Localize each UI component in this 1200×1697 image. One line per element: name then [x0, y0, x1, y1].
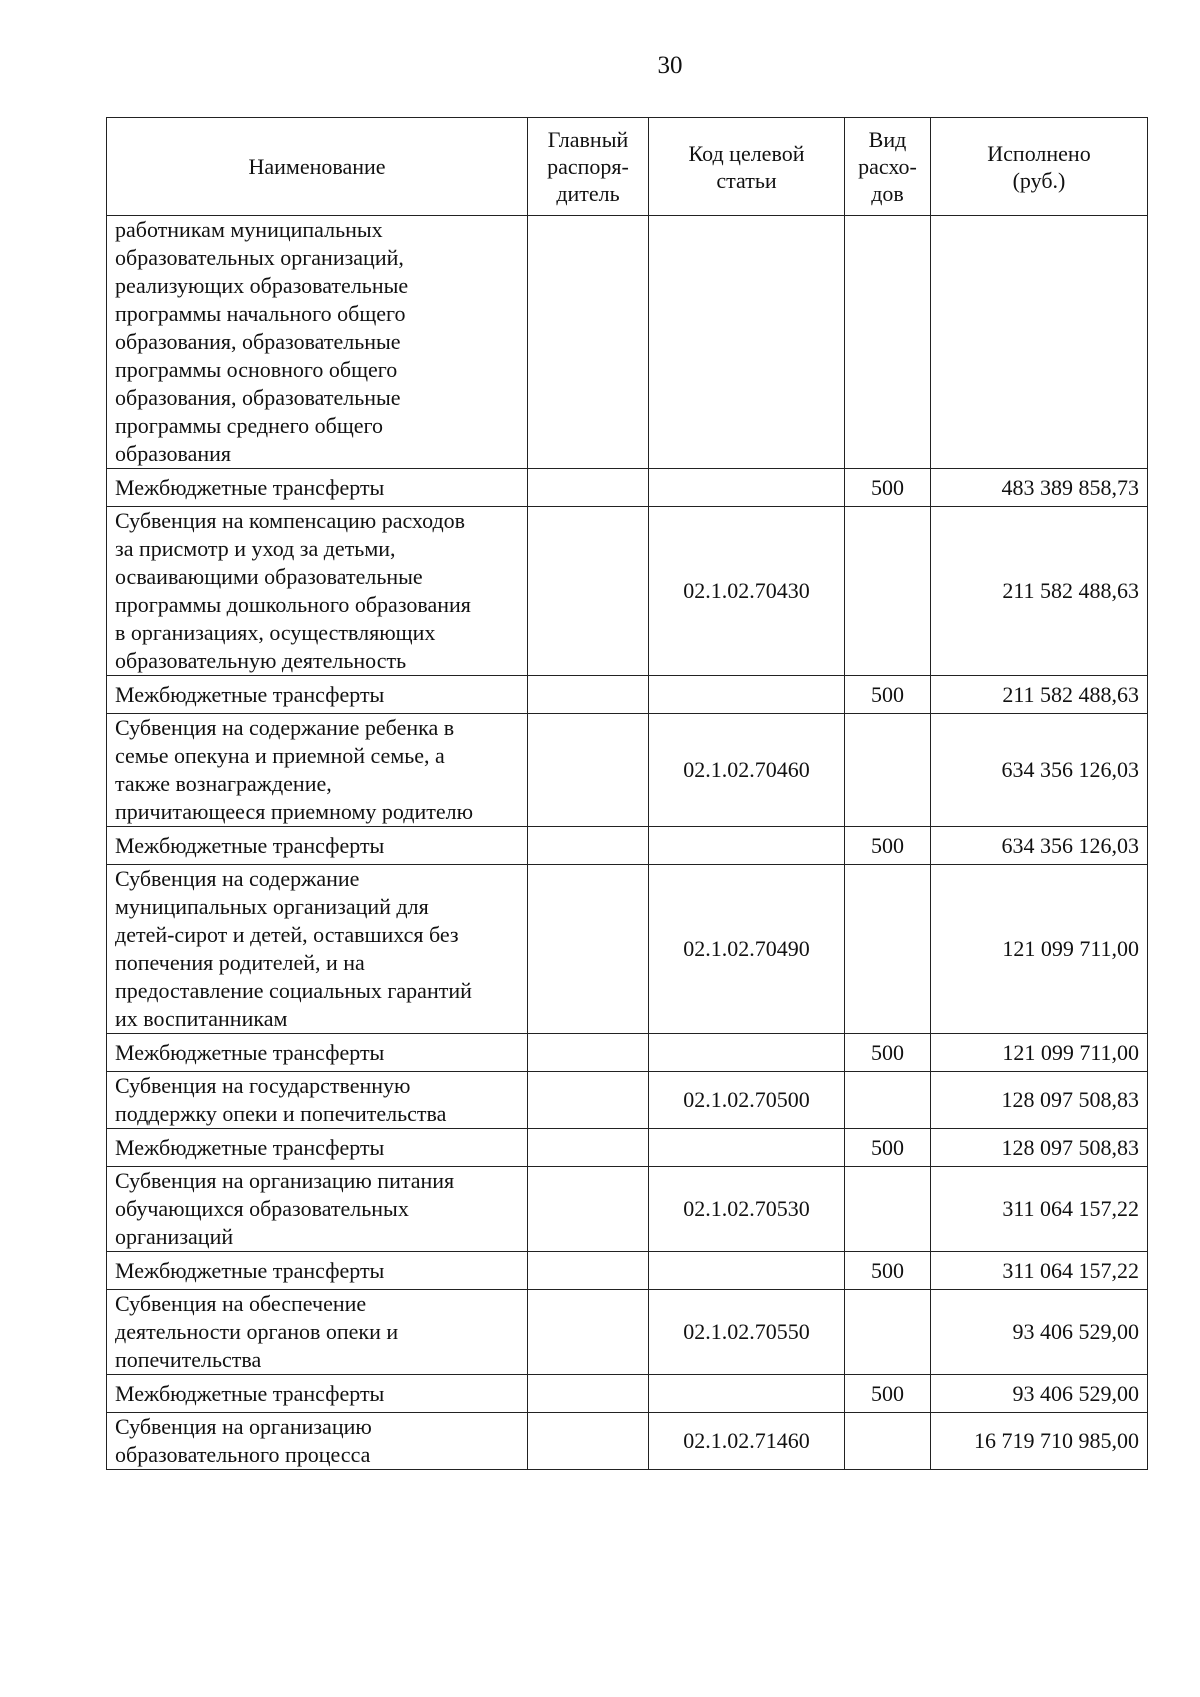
row-type-cell: 500 — [845, 827, 931, 865]
row-type-cell: 500 — [845, 1034, 931, 1072]
row-manager-cell — [528, 1129, 649, 1167]
row-amount-cell: 211 582 488,63 — [931, 507, 1148, 676]
row-amount-cell: 311 064 157,22 — [931, 1252, 1148, 1290]
row-amount-cell: 128 097 508,83 — [931, 1129, 1148, 1167]
row-type-cell — [845, 1413, 931, 1470]
table-header-row — [107, 118, 1148, 216]
table-row — [107, 1290, 1148, 1375]
row-type-cell — [845, 865, 931, 1034]
row-code-cell — [649, 1034, 845, 1072]
row-amount-cell: 121 099 711,00 — [931, 865, 1148, 1034]
row-name-cell: Межбюджетные трансферты — [107, 1252, 528, 1290]
row-code-cell: 02.1.02.70500 — [649, 1072, 845, 1129]
table-row — [107, 865, 1148, 1034]
column-header-type: Вид расхо- дов — [845, 118, 931, 216]
table-row — [107, 1129, 1148, 1167]
row-name-cell: Межбюджетные трансферты — [107, 1129, 528, 1167]
row-amount-cell: 16 719 710 985,00 — [931, 1413, 1148, 1470]
row-code-cell — [649, 1129, 845, 1167]
row-code-cell: 02.1.02.70490 — [649, 865, 845, 1034]
row-name-cell: Субвенция на содержание муниципальных организаций для детей-сирот и детей, оставшихся без попечения родителей, и на предоставление социальных гарантий их воспитанникам — [107, 865, 528, 1034]
row-code-cell: 02.1.02.70550 — [649, 1290, 845, 1375]
table-row — [107, 1072, 1148, 1129]
row-manager-cell — [528, 676, 649, 714]
row-code-cell — [649, 469, 845, 507]
row-type-cell — [845, 507, 931, 676]
row-name-cell: Субвенция на организацию образовательного процесса — [107, 1413, 528, 1470]
table-row — [107, 1413, 1148, 1470]
row-code-cell: 02.1.02.70430 — [649, 507, 845, 676]
row-manager-cell — [528, 714, 649, 827]
column-header-code: Код целевой статьи — [649, 118, 845, 216]
table-row — [107, 469, 1148, 507]
row-amount-cell — [931, 216, 1148, 469]
row-name-cell: Межбюджетные трансферты — [107, 1034, 528, 1072]
row-amount-cell: 93 406 529,00 — [931, 1375, 1148, 1413]
row-name-cell: Субвенция на содержание ребенка в семье опекуна и приемной семье, а также вознаграждение, причитающееся приемному родителю — [107, 714, 528, 827]
table-row — [107, 1034, 1148, 1072]
row-name-cell: Субвенция на организацию питания обучающихся образовательных организаций — [107, 1167, 528, 1252]
row-code-cell — [649, 1252, 845, 1290]
row-name-cell: Субвенция на компенсацию расходов за присмотр и уход за детьми, осваивающими образовательные программы дошкольного образования в организациях, осуществляющих образовательную деятельность — [107, 507, 528, 676]
page-number: 30 — [657, 52, 683, 79]
table-body — [107, 216, 1148, 1470]
row-amount-cell: 634 356 126,03 — [931, 714, 1148, 827]
row-name-cell: работникам муниципальных образовательных организаций, реализующих образовательные программы начального общего образования, образовательные программы основного общего образования, образовательные программы среднего общего образования — [107, 216, 528, 469]
table-row — [107, 1375, 1148, 1413]
row-type-cell: 500 — [845, 676, 931, 714]
table-row — [107, 1252, 1148, 1290]
row-amount-cell: 128 097 508,83 — [931, 1072, 1148, 1129]
row-amount-cell: 121 099 711,00 — [931, 1034, 1148, 1072]
row-manager-cell — [528, 827, 649, 865]
row-amount-cell: 483 389 858,73 — [931, 469, 1148, 507]
row-code-cell: 02.1.02.71460 — [649, 1413, 845, 1470]
row-manager-cell — [528, 1167, 649, 1252]
row-amount-cell: 211 582 488,63 — [931, 676, 1148, 714]
row-manager-cell — [528, 1252, 649, 1290]
row-type-cell: 500 — [845, 1129, 931, 1167]
table-row — [107, 216, 1148, 469]
row-manager-cell — [528, 1034, 649, 1072]
column-header-name: Наименование — [107, 118, 528, 216]
column-header-amount: Исполнено (руб.) — [931, 118, 1148, 216]
row-manager-cell — [528, 865, 649, 1034]
row-manager-cell — [528, 1413, 649, 1470]
row-name-cell: Межбюджетные трансферты — [107, 469, 528, 507]
row-name-cell: Межбюджетные трансферты — [107, 1375, 528, 1413]
row-type-cell: 500 — [845, 1375, 931, 1413]
row-type-cell — [845, 1167, 931, 1252]
row-name-cell: Межбюджетные трансферты — [107, 827, 528, 865]
row-type-cell — [845, 1072, 931, 1129]
row-manager-cell — [528, 507, 649, 676]
row-manager-cell — [528, 1072, 649, 1129]
row-code-cell — [649, 676, 845, 714]
row-name-cell: Субвенция на обеспечение деятельности органов опеки и попечительства — [107, 1290, 528, 1375]
table-row — [107, 827, 1148, 865]
row-type-cell — [845, 714, 931, 827]
row-code-cell: 02.1.02.70460 — [649, 714, 845, 827]
row-type-cell — [845, 1290, 931, 1375]
row-amount-cell: 311 064 157,22 — [931, 1167, 1148, 1252]
row-manager-cell — [528, 469, 649, 507]
table-row — [107, 714, 1148, 827]
row-name-cell: Субвенция на государственную поддержку опеки и попечительства — [107, 1072, 528, 1129]
row-code-cell — [649, 827, 845, 865]
column-header-manager: Главный распоря- дитель — [528, 118, 649, 216]
row-type-cell: 500 — [845, 1252, 931, 1290]
row-manager-cell — [528, 216, 649, 469]
row-code-cell — [649, 216, 845, 469]
row-amount-cell: 93 406 529,00 — [931, 1290, 1148, 1375]
table-row — [107, 507, 1148, 676]
row-type-cell — [845, 216, 931, 469]
row-code-cell: 02.1.02.70530 — [649, 1167, 845, 1252]
row-manager-cell — [528, 1375, 649, 1413]
budget-execution-table — [106, 117, 1148, 1470]
row-name-cell: Межбюджетные трансферты — [107, 676, 528, 714]
row-type-cell: 500 — [845, 469, 931, 507]
table-row — [107, 676, 1148, 714]
table-row — [107, 1167, 1148, 1252]
row-manager-cell — [528, 1290, 649, 1375]
row-code-cell — [649, 1375, 845, 1413]
row-amount-cell: 634 356 126,03 — [931, 827, 1148, 865]
